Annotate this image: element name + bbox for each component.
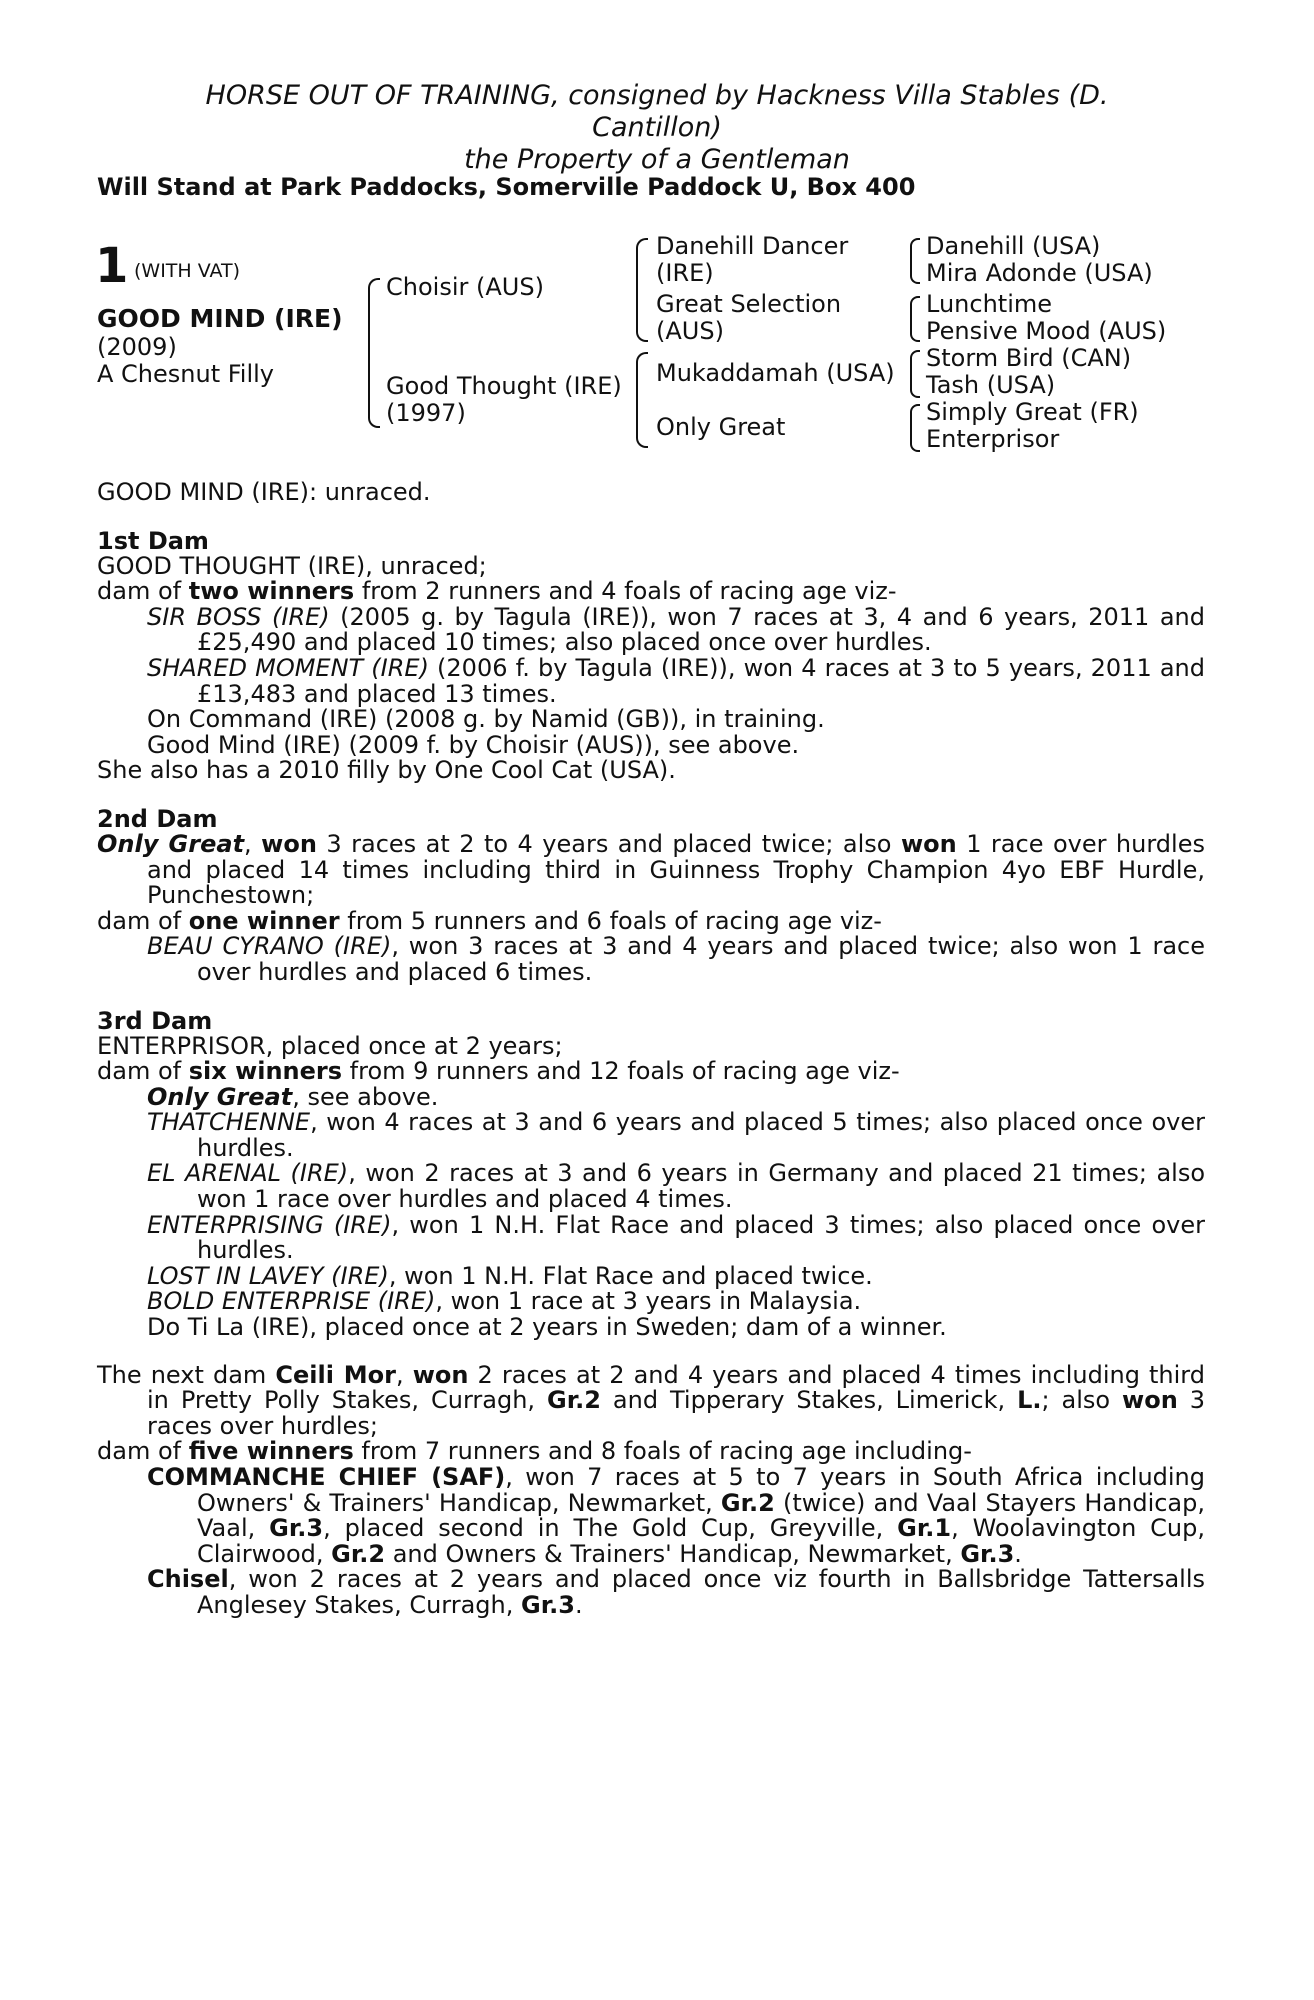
ped-dds: Simply Great (FR) — [926, 398, 1139, 426]
produce-entry: Good Mind (IRE) (2009 f. by Choisir (AUS)), see above. — [147, 730, 800, 759]
ped-dsd: Tash (USA) — [926, 371, 1056, 399]
dam-sire: Mukaddamah (USA) — [656, 359, 895, 387]
produce-entry: LOST IN LAVEY (IRE), won 1 N.H. Flat Race and placed twice. — [147, 1261, 873, 1290]
third-dam-produce-summary: dam of six winners from 9 runners and 12 foals of racing age viz- — [97, 1057, 900, 1086]
pedigree-brace-main — [368, 278, 380, 428]
second-dam-produce-summary: dam of one winner from 5 runners and 6 foals of racing age viz- — [97, 906, 882, 935]
ped-ssd: Mira Adonde (USA) — [926, 259, 1153, 287]
produce-entry: EL ARENAL (IRE), won 2 races at 3 and 6 years in Germany and placed 21 times; also won 1 race over hurdles and placed 4 times. — [147, 1159, 1206, 1214]
produce-entry: BOLD ENTERPRISE (IRE), won 1 race at 3 years in Malaysia. — [147, 1287, 862, 1316]
sire-sire-country: (IRE) — [656, 259, 714, 287]
pedigree-brace-dam — [636, 352, 648, 448]
produce-entry: Chisel, won 2 races at 2 years and placed once viz fourth in Ballsbridge Tattersalls Anglesey Stakes, Curragh, Gr.3. — [147, 1565, 1205, 1619]
produce-entry: ENTERPRISING (IRE), won 1 N.H. Flat Race and placed 3 times; also placed once over hurdles. — [147, 1210, 1205, 1265]
consignor-line: HORSE OUT OF TRAINING, consigned by Hackness Villa Stables (D. — [205, 80, 1109, 111]
sire-name: Choisir (AUS) — [386, 273, 544, 301]
next-dam-record: The next dam Ceili Mor, won 2 races at 2 and 4 years and placed 4 times including third in Pretty Polly Stakes, Curragh, Gr.2 and Tipperary Stakes, Limerick, L.; also won 3 races over hurdles; — [97, 1360, 1206, 1440]
dam-year: (1997) — [386, 399, 466, 427]
pedigree-brace-ds — [910, 350, 920, 398]
first-dam-intro: GOOD THOUGHT (IRE), unraced; — [97, 551, 487, 580]
produce-entry: Do Ti La (IRE), placed once at 2 years in Sweden; dam of a winner. — [147, 1313, 947, 1342]
ped-dss: Storm Bird (CAN) — [926, 344, 1132, 372]
produce-entry: SIR BOSS (IRE) (2005 g. by Tagula (IRE)), won 7 races at 3, 4 and 6 years, 2011 and £25,490 and placed 10 times; also placed once over hurdles. — [147, 602, 1205, 657]
ped-sds: Lunchtime — [926, 290, 1052, 318]
pedigree-brace-dd — [910, 404, 920, 452]
third-dam-heading: 3rd Dam — [97, 1006, 213, 1035]
produce-entry: On Command (IRE) (2008 g. by Namid (GB)), in training. — [147, 705, 825, 734]
produce-entry: COMMANCHE CHIEF (SAF), won 7 races at 5 to 7 years in South Africa including Owners' & Trainers' Handicap, Newmarket, Gr.2 (twice) and Vaal Stayers Handicap, Vaal, Gr.3, placed second in The Gold Cup, Greyville, Gr.1, Woolavington Cup, Clairwood, Gr.2 and Owners & Trainers' Handicap, Newmarket, Gr.3. — [147, 1463, 1205, 1568]
consignor-line-cont: Cantillon) — [592, 112, 722, 143]
pedigree-brace-sire — [636, 238, 648, 342]
horse-name: GOOD MIND (IRE) — [97, 304, 343, 333]
stand-location: Will Stand at Park Paddocks, Somerville Paddock U, Box 400 — [97, 173, 916, 201]
first-dam-heading: 1st Dam — [97, 526, 209, 555]
sire-dam-country: (AUS) — [656, 317, 724, 345]
pedigree-brace-ss — [910, 238, 920, 284]
second-dam-heading: 2nd Dam — [97, 804, 218, 833]
produce-entry: BEAU CYRANO (IRE), won 3 races at 3 and 4 years and placed twice; also won 1 race over hurdles and placed 6 times. — [147, 932, 1206, 986]
first-dam-also: She also has a 2010 filly by One Cool Cat (USA). — [97, 756, 676, 785]
ped-sdd: Pensive Mood (AUS) — [926, 317, 1167, 345]
lot-number: 1 — [95, 238, 129, 294]
vat-note: (WITH VAT) — [134, 260, 241, 282]
foaling-year: (2009) — [97, 333, 177, 361]
second-dam-record: Only Great, won 3 races at 2 to 4 years and placed twice; also won 1 race over hurdles and placed 14 times including third in Guinness Trophy Champion 4yo EBF Hurdle, Punchestown; — [97, 829, 1205, 910]
pedigree-brace-sd — [910, 296, 920, 342]
first-dam-produce-summary: dam of two winners from 2 runners and 4 foals of racing age viz- — [97, 577, 897, 606]
property-line: the Property of a Gentleman — [464, 144, 850, 175]
produce-entry: Only Great, see above. — [147, 1082, 439, 1111]
produce-entry: SHARED MOMENT (IRE) (2006 f. by Tagula (IRE)), won 4 races at 3 to 5 years, 2011 and £13,483 and placed 13 times. — [147, 653, 1205, 708]
ped-sss: Danehill (USA) — [926, 232, 1101, 260]
ped-ddd: Enterprisor — [926, 425, 1060, 453]
produce-entry: THATCHENNE, won 4 races at 3 and 6 years and placed 5 times; also placed once over hurdles. — [147, 1108, 1205, 1162]
third-dam-intro: ENTERPRISOR, placed once at 2 years; — [97, 1031, 563, 1060]
race-record: GOOD MIND (IRE): unraced. — [97, 478, 431, 506]
sire-dam: Great Selection — [656, 290, 842, 318]
catalogue-body — [97, 480, 1205, 1619]
sire-sire: Danehill Dancer — [656, 232, 849, 260]
dam-name: Good Thought (IRE) — [386, 372, 622, 400]
dam-dam: Only Great — [656, 413, 786, 441]
horse-description: A Chesnut Filly — [97, 360, 275, 388]
next-dam-produce-summary: dam of five winners from 7 runners and 8 foals of racing age including- — [97, 1437, 972, 1466]
